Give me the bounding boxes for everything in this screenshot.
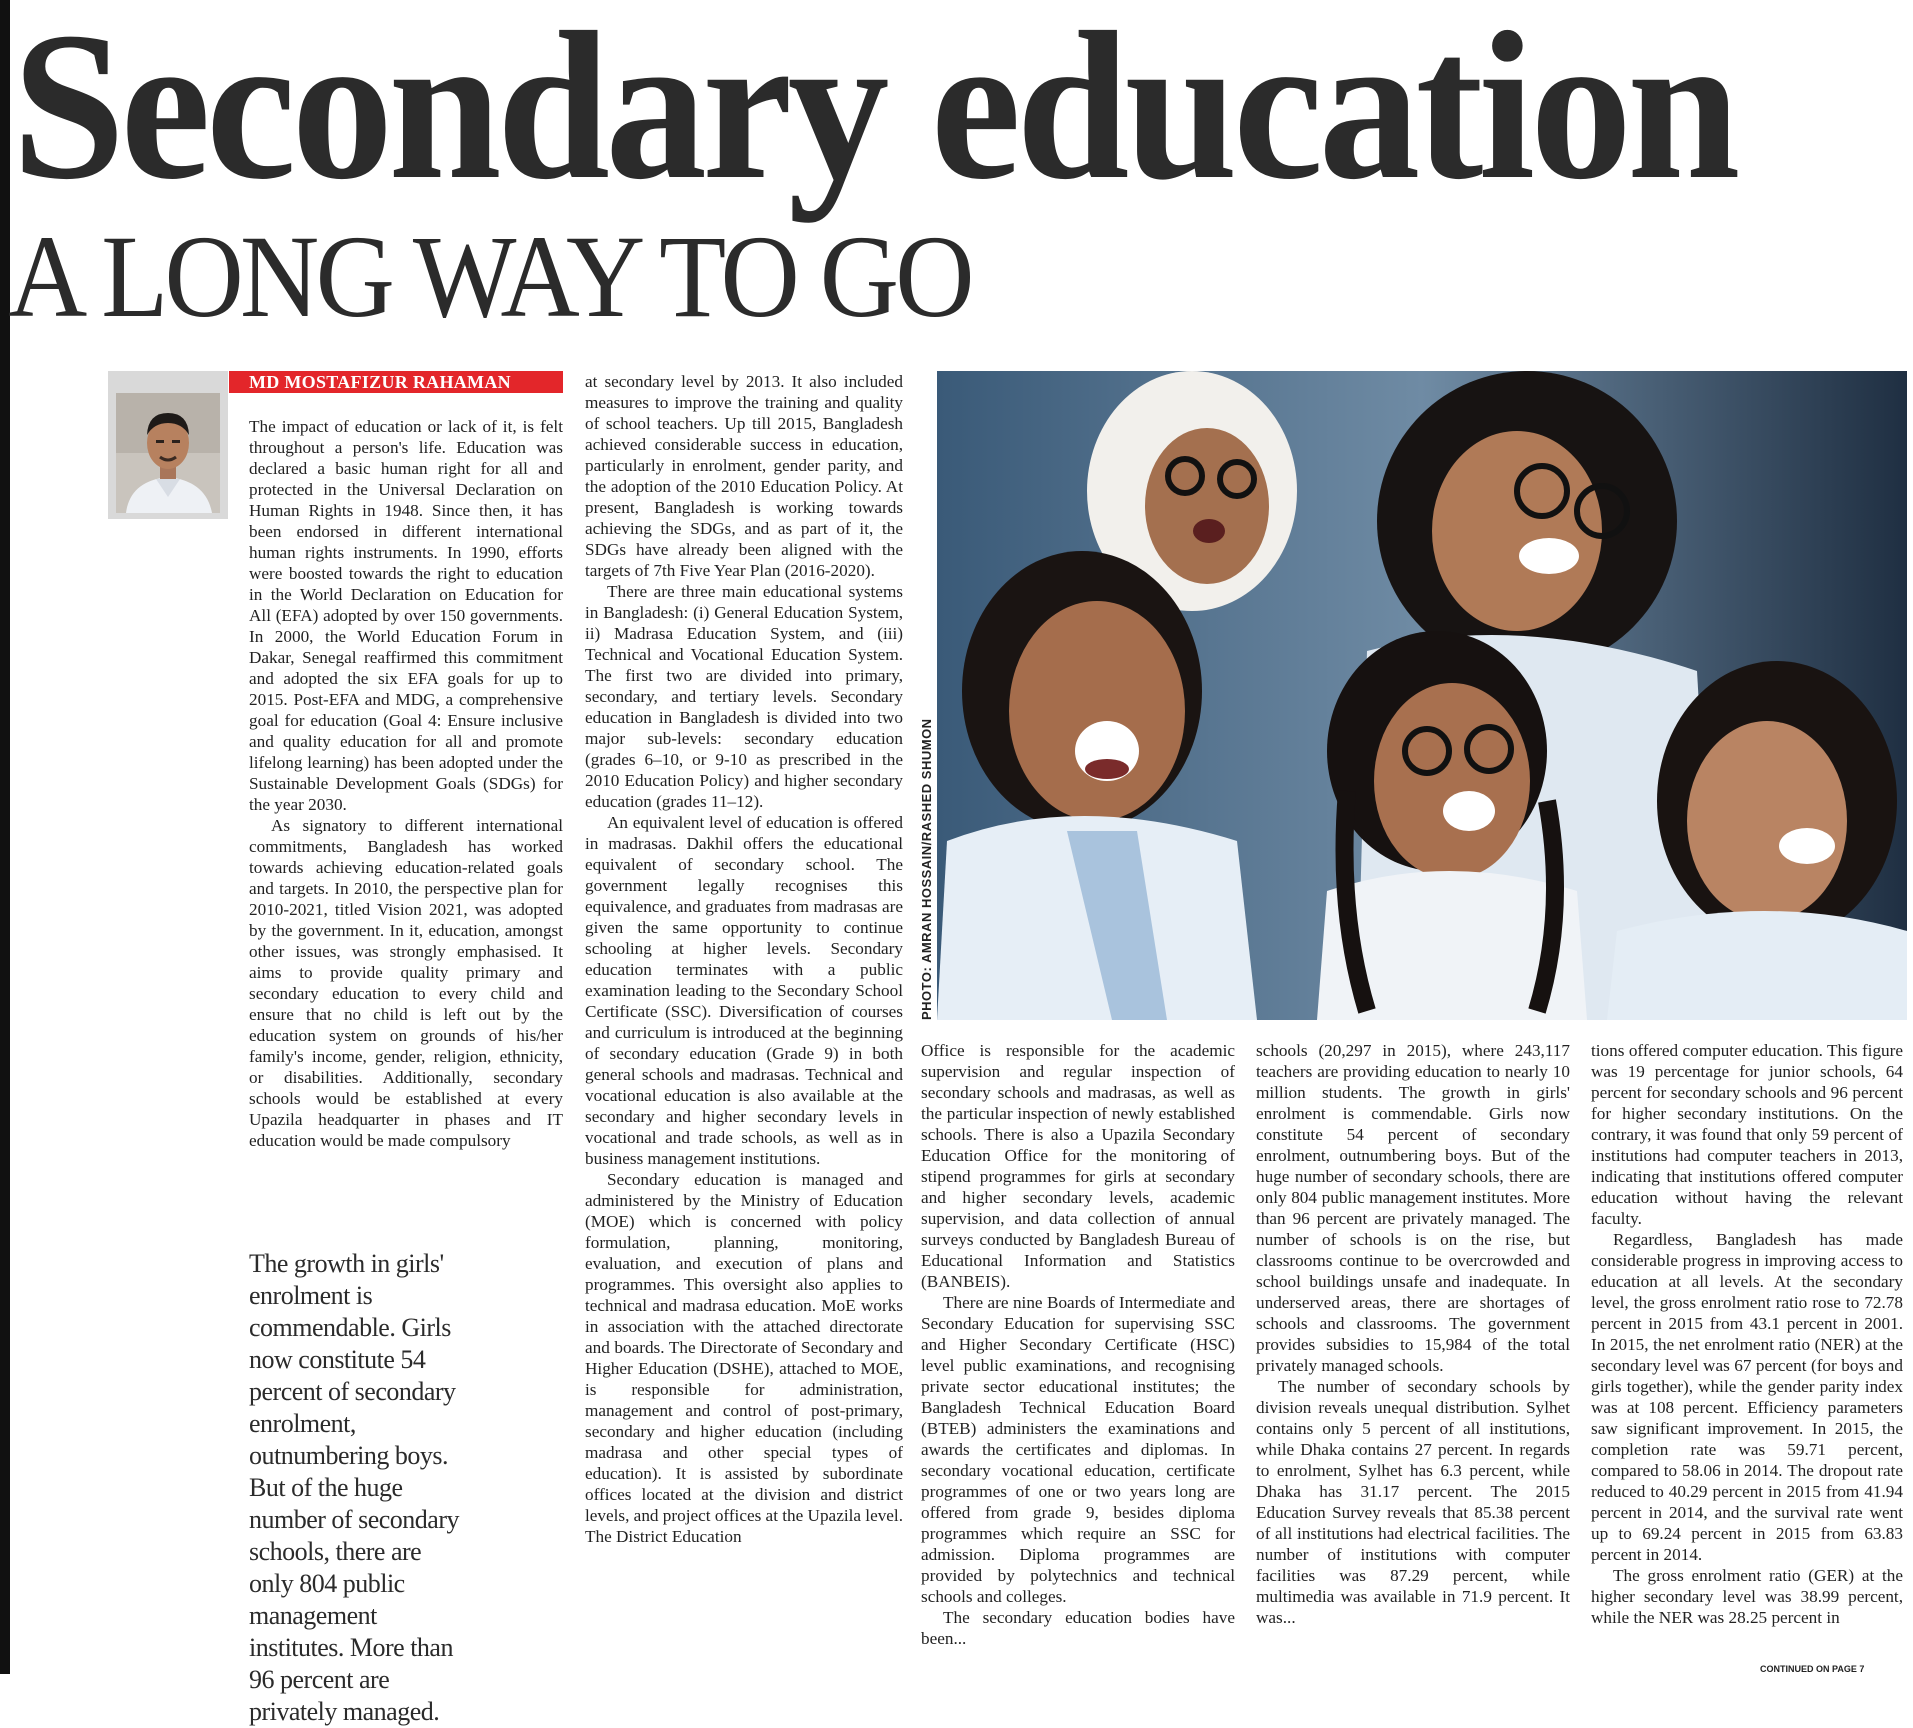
- paragraph: There are nine Boards of Intermediate and Secondary Education for supervising SSC and Higher Secondary Certificate (HSC) level public examinations, and recognising private sector educational institutes; the Bangladesh Technical Education Board (BTEB) administers the examinations and awards the certificates and diplomas. In secondary vocational education, certificate programmes of one or two years long are offered from grade 9, besides diploma programmes which require an SSC for admission. Diploma programmes are provided by polytechnics and technical schools and colleges.: [921, 1293, 1235, 1606]
- paragraph: Office is responsible for the academic supervision and regular inspection of secondary schools and madrasas, as well as the particular inspection of newly established schools. There is also a Upazila Secondary Education Office for the monitoring of stipend programmes for girls at secondary and higher secondary levels, academic supervision, and data collection of annual surveys conducted by Bangladesh Bureau of Educational Information and Statistics (BANBEIS).: [921, 1041, 1235, 1291]
- paragraph: The number of secondary schools by division reveals unequal distribution. Sylhet contains only 5 percent of all institutions, while Dhaka contains 27 percent. In regards to enrolment, Sylhet has 6.3 percent, while Dhaka has 31.17 percent. The 2015 Education Survey reveals that 85.38 percent of all institutions had electrical facilities. The number of institutions with computer facilities was 87.29 percent, while multimedia was available in 71.9 percent. It was...: [1256, 1377, 1570, 1627]
- paragraph: The secondary education bodies have been...: [921, 1608, 1235, 1648]
- paragraph: tions offered computer education. This figure was 19 percentage for junior schools, 64 percent for secondary schools and 96 percent for higher secondary institutions. On the contrary, it was found that only 59 percent of institutions had computer teachers in 2013, indicating that institutions offered computer education without having the relevant faculty.: [1591, 1041, 1903, 1228]
- subheadline: A LONG WAY TO GO: [8, 211, 971, 342]
- paragraph: Regardless, Bangladesh has made considerable progress in improving access to education at all levels. At the secondary level, the gross enrolment ratio rose to 72.78 percent in 2015 from 43.1 percent in 2001. In 2015, the net enrolment ratio (NER) at the secondary level was 67 percent (for boys and girls together), while the gender parity index was at 108 percent. Efficiency parameters saw significant improvement. In 2015, the completion rate was 59.71 percent, compared to 58.06 in 2014. The dropout rate reduced to 40.29 percent in 2015 from 41.94 percent in 2014, and the survival rate went up to 69.24 percent in 2015 from 63.83 percent in 2014.: [1591, 1230, 1903, 1564]
- paragraph: schools (20,297 in 2015), where 243,117 teachers are providing education to nearly 10 million students. The growth in girls' enrolment is commendable. Girls now constitute 54 percent of secondary enrolment, outnumbering boys. But of the huge number of secondary schools, there are only 804 public management institutes. More than 96 percent are privately managed. The number of schools is on the rise, but classrooms continue to be overcrowded and school buildings unsafe and inadequate. In underserved areas, there are shortages of schools and classrooms. The government provides subsidies to 15,984 of the total privately managed schools.: [1256, 1041, 1570, 1375]
- lead-photo: [937, 371, 1907, 1020]
- article-column-3: [921, 1040, 1235, 1674]
- pull-quote: The growth in girls' enrolment is commendable. Girls now constitute 54 percent of secondary enrolment, outnumbering boys. But of the huge number of secondary schools, there are only 804 public management institutes. More than 96 percent are privately managed.: [249, 1249, 459, 1726]
- paragraph: at secondary level by 2013. It also included measures to improve the training and quality of school teachers. Up till 2015, Bangladesh achieved considerable success in education, particularly in enrolment, gender parity, and the adoption of the 2010 Education Policy. At present, Bangladesh is working towards achieving the SDGs, and as part of it, the SDGs have already been aligned with the targets of 7th Five Year Plan (2016-2020).: [585, 372, 903, 580]
- continued-note: CONTINUED ON PAGE 7: [1760, 1664, 1865, 1674]
- paragraph: There are three main educational systems in Bangladesh: (i) General Education System, ii) Madrasa Education System, and (iii) Technical and Vocational Education System. The first two are divided into primary, secondary, and tertiary levels. Secondary education in Bangladesh is divided into two major sub-levels: secondary education (grades 6–10, or 9-10 as prescribed in the 2010 Education Policy) and higher secondary education (grades 11–12).: [585, 582, 903, 811]
- paragraph: As signatory to different international commitments, Bangladesh has worked towards achieving education-related goals and targets. In 2010, the perspective plan for 2010-2021, titled Vision 2021, was adopted by the government. In it, education, amongst other issues, was strongly emphasised. It aims to provide quality primary and secondary education to every child and ensure that no child is left out by the education system on grounds of his/her family's income, gender, religion, ethnicity, or disabilities. Additionally, secondary schools would be established at every Upazila headquarter in phases and IT education would be made compulsory: [249, 816, 563, 1150]
- byline: MD MOSTAFIZUR RAHAMAN: [229, 371, 563, 393]
- article-column-2: [585, 371, 903, 1674]
- author-photo: [108, 371, 228, 519]
- headline: Secondary education: [12, 0, 1736, 223]
- author-portrait-image: [116, 393, 220, 513]
- article-column-1: [249, 416, 563, 1151]
- paragraph: An equivalent level of education is offered in madrasas. Dakhil offers the educational equivalent of secondary school. The government legally recognises this equivalence, and graduates from madrasas are given the same opportunity to continue schooling at higher levels. Secondary education terminates with a public examination leading to the Secondary School Certificate (SSC). Diversification of courses and curriculum is introduced at the beginning of secondary education (Grade 9) in both general schools and madrasas. Technical and vocational education is also available at the secondary and higher secondary levels in vocational and trade schools, as well as in business management institutions.: [585, 813, 903, 1168]
- article-column-4: [1256, 1040, 1570, 1674]
- paragraph: The impact of education or lack of it, is felt throughout a person's life. Education was declared a basic human right for all and protected in the Universal Declaration on Human Rights in 1948. Since then, it has been endorsed in different international human rights instruments. In 1990, efforts were boosted towards the right to education in the World Declaration on Education for All (EFA) adopted by over 150 governments. In 2000, the World Education Forum in Dakar, Senegal reaffirmed this commitment and adopted the six EFA goals for up to 2015. Post-EFA and MDG, a comprehensive goal for education (Goal 4: Ensure inclusive and quality education for all and promote lifelong learning) has been adopted under the Sustainable Development Goals (SDGs) for the year 2030.: [249, 417, 563, 814]
- photo-credit: PHOTO: AMRAN HOSSAIN/RASHED SHUMON: [919, 718, 934, 1020]
- paragraph: Secondary education is managed and administered by the Ministry of Education (MOE) which is concerned with policy formulation, planning, monitoring, evaluation, and execution of plans and programmes. This oversight also applies to technical and madrasa education. MoE works in association with the attached directorate and boards. The Directorate of Secondary and Higher Education (DSHE), attached to MOE, is responsible for administration, management and control of post-primary, secondary and higher education (including madrasa and other special types of education). It is assisted by subordinate offices located at the division and district levels, and project offices at the Upazila level. The District Education: [585, 1170, 903, 1546]
- article-column-5: [1591, 1040, 1903, 1664]
- students-laughing-photo: [937, 371, 1907, 1020]
- paragraph: The gross enrolment ratio (GER) at the higher secondary level was 38.99 percent, while the NER was 28.25 percent in: [1591, 1566, 1903, 1627]
